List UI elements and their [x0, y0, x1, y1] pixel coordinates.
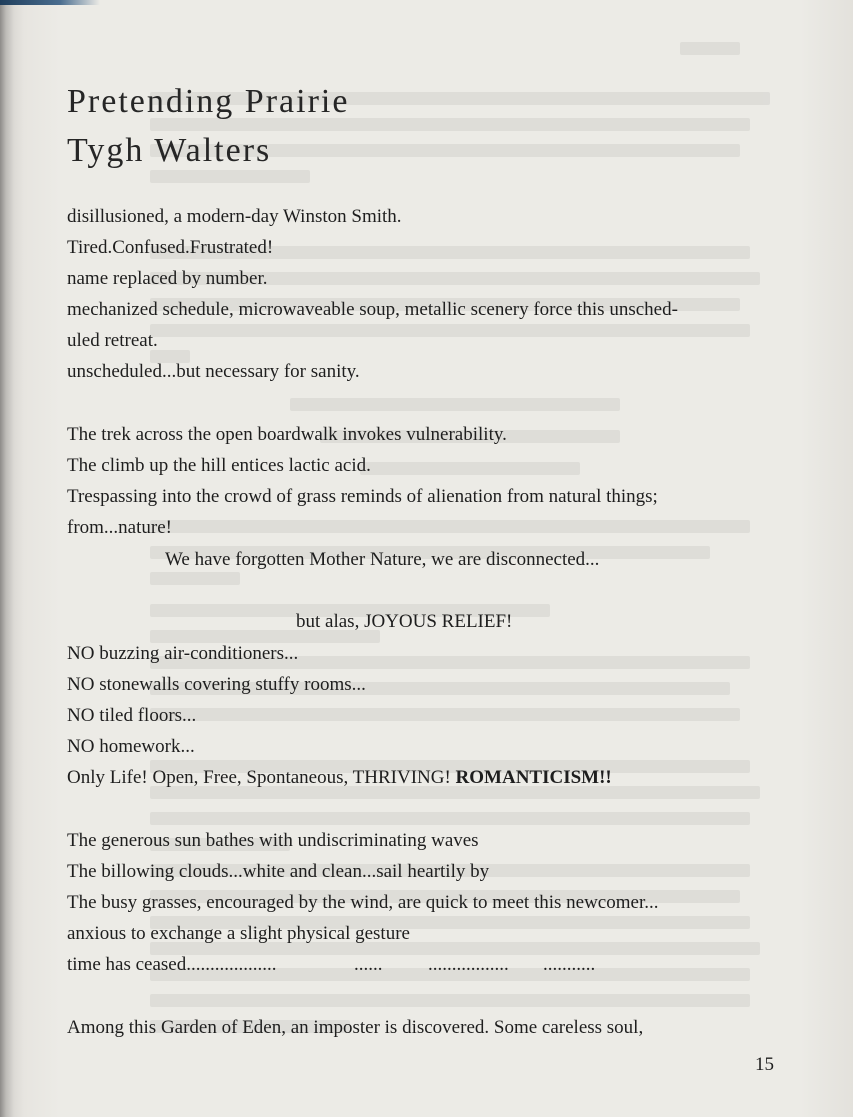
- poem-line-text: Only Life! Open, Free, Spontaneous, THRIVING!: [67, 767, 451, 788]
- poem-emphasis: ROMANTICISM!!: [455, 767, 612, 788]
- page-top-edge: [0, 0, 100, 5]
- poem-line: Among this Garden of Eden, an imposter is discovered. Some careless soul,: [67, 1017, 644, 1038]
- poem-title: Pretending Prairie: [67, 83, 350, 120]
- poem-dots: ......: [354, 954, 383, 975]
- poem-line: NO stonewalls covering stuffy rooms...: [67, 674, 366, 695]
- page-number: 15: [755, 1054, 774, 1075]
- poem-line: The billowing clouds...white and clean...sail heartily by: [67, 861, 490, 882]
- poem-line: Trespassing into the crowd of grass reminds of alienation from natural things;: [67, 486, 658, 507]
- poem-line-indented: but alas, JOYOUS RELIEF!: [296, 611, 513, 632]
- poem-line: anxious to exchange a slight physical gesture: [67, 923, 410, 944]
- poem-line: The trek across the open boardwalk invokes vulnerability.: [67, 424, 507, 445]
- poem-dots: time has ceased...................: [67, 954, 277, 975]
- poem-dots: ...........: [543, 954, 596, 975]
- poem-line: The generous sun bathes with undiscriminating waves: [67, 830, 479, 851]
- poem-dots: .................: [428, 954, 509, 975]
- poem-line: [67, 953, 276, 977]
- poem-line: uled retreat.: [67, 330, 158, 351]
- poem-line: The climb up the hill entices lactic acid.: [67, 455, 371, 476]
- poem-line: The busy grasses, encouraged by the wind, are quick to meet this newcomer...: [67, 892, 659, 913]
- poem-line-indented: We have forgotten Mother Nature, we are disconnected...: [165, 549, 600, 570]
- poem-line: from...nature!: [67, 517, 172, 538]
- poem-line: name replaced by number.: [67, 268, 268, 289]
- poem-line: mechanized schedule, microwaveable soup, metallic scenery force this unsched-: [67, 299, 678, 320]
- poem-line: disillusioned, a modern-day Winston Smith.: [67, 206, 402, 227]
- poem-line: [67, 766, 612, 790]
- poem-line: NO tiled floors...: [67, 705, 197, 726]
- poem-line: NO homework...: [67, 736, 195, 757]
- poem-line: unscheduled...but necessary for sanity.: [67, 361, 360, 382]
- poem-author: Tygh Walters: [67, 132, 272, 169]
- poem-line: Tired.Confused.Frustrated!: [67, 237, 274, 258]
- poem-line: NO buzzing air-conditioners...: [67, 643, 299, 664]
